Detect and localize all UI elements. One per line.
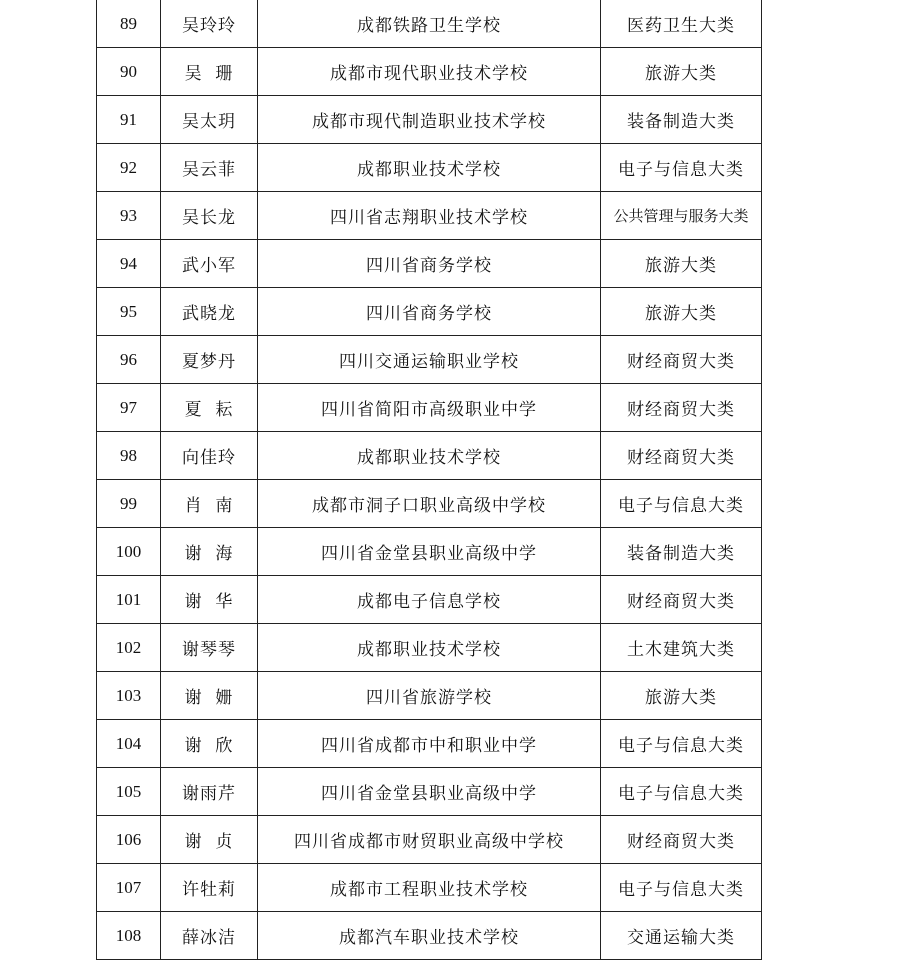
- student-name: [161, 336, 258, 384]
- table-row: [97, 144, 762, 192]
- student-name: [161, 240, 258, 288]
- table-row: [97, 864, 762, 912]
- table-row: [97, 336, 762, 384]
- major-category: 装备制造大类: [601, 528, 762, 576]
- student-name-text: 谢 贞: [184, 832, 234, 852]
- school-name: 四川省商务学校: [258, 288, 601, 336]
- student-name: [161, 288, 258, 336]
- table-row: [97, 912, 762, 960]
- row-number: 106: [97, 816, 161, 864]
- table-row: [97, 96, 762, 144]
- table-row: [97, 240, 762, 288]
- major-category: 医药卫生大类: [601, 0, 762, 48]
- school-name: 成都汽车职业技术学校: [258, 912, 601, 960]
- row-number: 90: [97, 48, 161, 96]
- table-row: [97, 432, 762, 480]
- student-name-text: 谢 欣: [184, 736, 234, 756]
- roster-table: [96, 0, 762, 960]
- student-name-text: 武小军: [182, 256, 236, 276]
- school-name: 四川省简阳市高级职业中学: [258, 384, 601, 432]
- student-name-text: 谢 姗: [184, 688, 234, 708]
- table-row: [97, 720, 762, 768]
- table-row: [97, 384, 762, 432]
- school-name: 四川省成都市财贸职业高级中学校: [258, 816, 601, 864]
- student-name: [161, 768, 258, 816]
- student-name-text: 谢琴琴: [182, 640, 236, 660]
- student-name-text: 吴玲玲: [182, 16, 236, 36]
- student-name-text: 夏梦丹: [182, 352, 236, 372]
- row-number: 95: [97, 288, 161, 336]
- roster-body: [97, 0, 762, 960]
- major-category: 电子与信息大类: [601, 480, 762, 528]
- row-number: 104: [97, 720, 161, 768]
- student-name-text: 向佳玲: [182, 448, 236, 468]
- student-name-text: 谢 华: [184, 592, 234, 612]
- row-number: 103: [97, 672, 161, 720]
- student-name: [161, 432, 258, 480]
- school-name: 成都铁路卫生学校: [258, 0, 601, 48]
- school-name: 成都市洞子口职业高级中学校: [258, 480, 601, 528]
- major-category: 电子与信息大类: [601, 144, 762, 192]
- table-row: [97, 480, 762, 528]
- table-row: [97, 48, 762, 96]
- major-category: 财经商贸大类: [601, 432, 762, 480]
- student-name-text: 夏 耘: [184, 400, 234, 420]
- major-category: 旅游大类: [601, 672, 762, 720]
- student-name: [161, 192, 258, 240]
- student-name: [161, 48, 258, 96]
- table-row: [97, 528, 762, 576]
- table-row: [97, 288, 762, 336]
- major-category: 财经商贸大类: [601, 336, 762, 384]
- student-name: [161, 0, 258, 48]
- student-name-text: 武晓龙: [182, 304, 236, 324]
- student-name: [161, 672, 258, 720]
- table-row: [97, 192, 762, 240]
- school-name: 四川省旅游学校: [258, 672, 601, 720]
- major-category: 电子与信息大类: [601, 768, 762, 816]
- row-number: 92: [97, 144, 161, 192]
- major-category: 电子与信息大类: [601, 720, 762, 768]
- table-row: [97, 768, 762, 816]
- table-row: [97, 624, 762, 672]
- school-name: 成都市现代制造职业技术学校: [258, 96, 601, 144]
- school-name: 成都职业技术学校: [258, 624, 601, 672]
- student-name: [161, 96, 258, 144]
- row-number: 97: [97, 384, 161, 432]
- major-category: 旅游大类: [601, 48, 762, 96]
- table-row: [97, 672, 762, 720]
- school-name: 成都电子信息学校: [258, 576, 601, 624]
- major-category: 装备制造大类: [601, 96, 762, 144]
- student-name: [161, 576, 258, 624]
- school-name: 四川省金堂县职业高级中学: [258, 528, 601, 576]
- student-name-text: 吴云菲: [182, 160, 236, 180]
- school-name: 成都市现代职业技术学校: [258, 48, 601, 96]
- school-name: 成都市工程职业技术学校: [258, 864, 601, 912]
- major-category: 财经商贸大类: [601, 384, 762, 432]
- school-name: 四川省成都市中和职业中学: [258, 720, 601, 768]
- row-number: 94: [97, 240, 161, 288]
- school-name: 四川省志翔职业技术学校: [258, 192, 601, 240]
- student-name: [161, 528, 258, 576]
- row-number: 89: [97, 0, 161, 48]
- row-number: 101: [97, 576, 161, 624]
- major-category: 土木建筑大类: [601, 624, 762, 672]
- row-number: 107: [97, 864, 161, 912]
- major-category: 旅游大类: [601, 240, 762, 288]
- row-number: 102: [97, 624, 161, 672]
- school-name: 四川交通运输职业学校: [258, 336, 601, 384]
- student-name: [161, 384, 258, 432]
- major-category: 旅游大类: [601, 288, 762, 336]
- student-name-text: 许牡莉: [182, 880, 236, 900]
- row-number: 91: [97, 96, 161, 144]
- student-name-text: 谢 海: [184, 544, 234, 564]
- student-name-text: 吴长龙: [182, 208, 236, 228]
- student-name: [161, 816, 258, 864]
- school-name: 成都职业技术学校: [258, 144, 601, 192]
- row-number: 98: [97, 432, 161, 480]
- school-name: 四川省金堂县职业高级中学: [258, 768, 601, 816]
- table-row: [97, 0, 762, 48]
- student-name: [161, 480, 258, 528]
- student-name: [161, 720, 258, 768]
- row-number: 100: [97, 528, 161, 576]
- major-category: 公共管理与服务大类: [601, 192, 762, 240]
- major-category: 电子与信息大类: [601, 864, 762, 912]
- student-name: [161, 864, 258, 912]
- school-name: 成都职业技术学校: [258, 432, 601, 480]
- school-name: 四川省商务学校: [258, 240, 601, 288]
- student-name-text: 谢雨芹: [182, 784, 236, 804]
- student-name: [161, 912, 258, 960]
- student-name: [161, 624, 258, 672]
- row-number: 99: [97, 480, 161, 528]
- row-number: 96: [97, 336, 161, 384]
- major-category: 财经商贸大类: [601, 816, 762, 864]
- student-name: [161, 144, 258, 192]
- table-row: [97, 816, 762, 864]
- row-number: 93: [97, 192, 161, 240]
- student-name-text: 吴 珊: [184, 64, 234, 84]
- table-row: [97, 576, 762, 624]
- student-name-text: 薛冰洁: [182, 928, 236, 948]
- row-number: 105: [97, 768, 161, 816]
- major-category: 财经商贸大类: [601, 576, 762, 624]
- student-name-text: 肖 南: [184, 496, 234, 516]
- major-category: 交通运输大类: [601, 912, 762, 960]
- student-name-text: 吴太玥: [182, 112, 236, 132]
- row-number: 108: [97, 912, 161, 960]
